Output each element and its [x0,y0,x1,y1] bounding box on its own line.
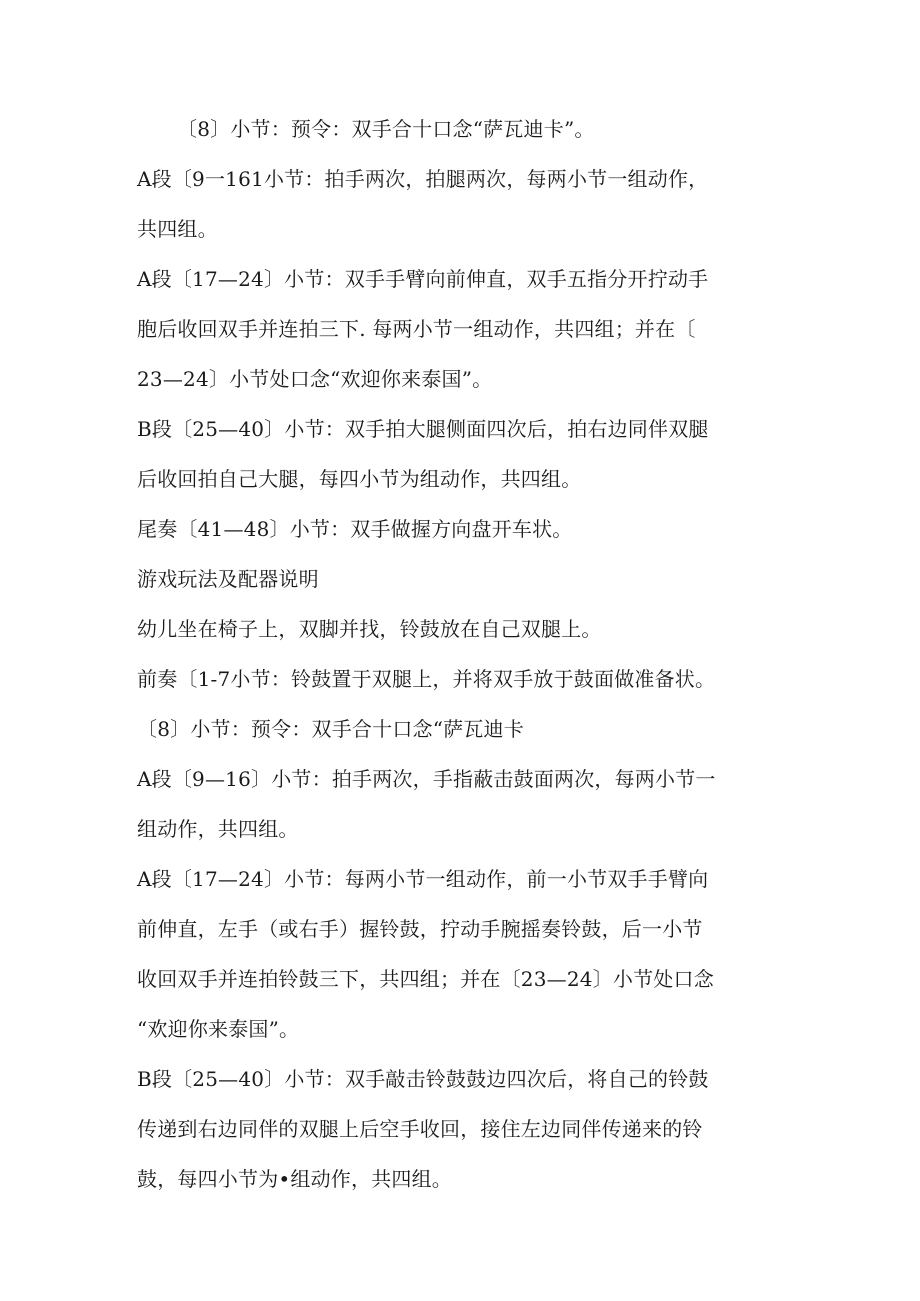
text-line: 胞后收回双手并连拍三下. 每两小节一组动作，共四组；并在〔 [137,317,696,341]
text-line: 收回双手并连拍铃鼓三下，共四组；并在〔23—24〕小节处口念 [137,967,714,991]
text-line: B段〔25—40〕小节：双手敲击铃鼓鼓边四次后，将自己的铃鼓 [137,1067,709,1091]
text-line: 前伸直，左手（或右手）握铃鼓，拧动手腕摇奏铃鼓，后一小节 [137,917,703,941]
text-line: 传递到右边同伴的双腿上后空手收回，接住左边同伴传递来的铃 [137,1117,703,1141]
text-line: 鼓，每四小节为•组动作，共四组。 [137,1167,452,1191]
text-line: A段〔17—24〕小节：每两小节一组动作，前一小节双手手臂向 [137,867,709,891]
text-line: 尾奏〔41—48〕小节：双手做握方向盘开车状。 [137,517,573,541]
text-line: 幼儿坐在椅子上，双脚并找，铃鼓放在自己双腿上。 [137,617,602,641]
text-line: 后收回拍自己大腿，每四小节为组动作，共四组。 [137,467,582,491]
text-line: “欢迎你来泰国”。 [137,1017,300,1041]
text-line: A段〔17—24〕小节：双手手臂向前伸直，双手五指分开拧动手 [137,267,709,291]
text-line: A段〔9一161小节：拍手两次，拍腿两次，每两小节一组动作， [137,167,709,191]
text-line: 〔8〕小节：预令：双手合十口念“萨瓦迪卡”。 [177,117,595,141]
text-line: 〔8〕小节：预令：双手合十口念“萨瓦迪卡 [137,717,524,741]
document-body [137,104,797,1193]
text-line: B段〔25—40〕小节：双手拍大腿侧面四次后，拍右边同伴双腿 [137,417,709,441]
text-line: 组动作，共四组。 [137,817,299,841]
text-line: 共四组。 [137,217,218,241]
text-line: A段〔9—16〕小节：拍手两次，手指蔽击鼓面两次，每两小节一 [137,767,716,791]
text-line: 23—24〕小节处口念“欢迎你来泰国”。 [137,367,493,391]
text-line: 前奏〔1-7小节：铃鼓置于双腿上，并将双手放于鼓面做准备状。 [137,667,716,691]
section-heading: 游戏玩法及配器说明 [137,567,319,591]
